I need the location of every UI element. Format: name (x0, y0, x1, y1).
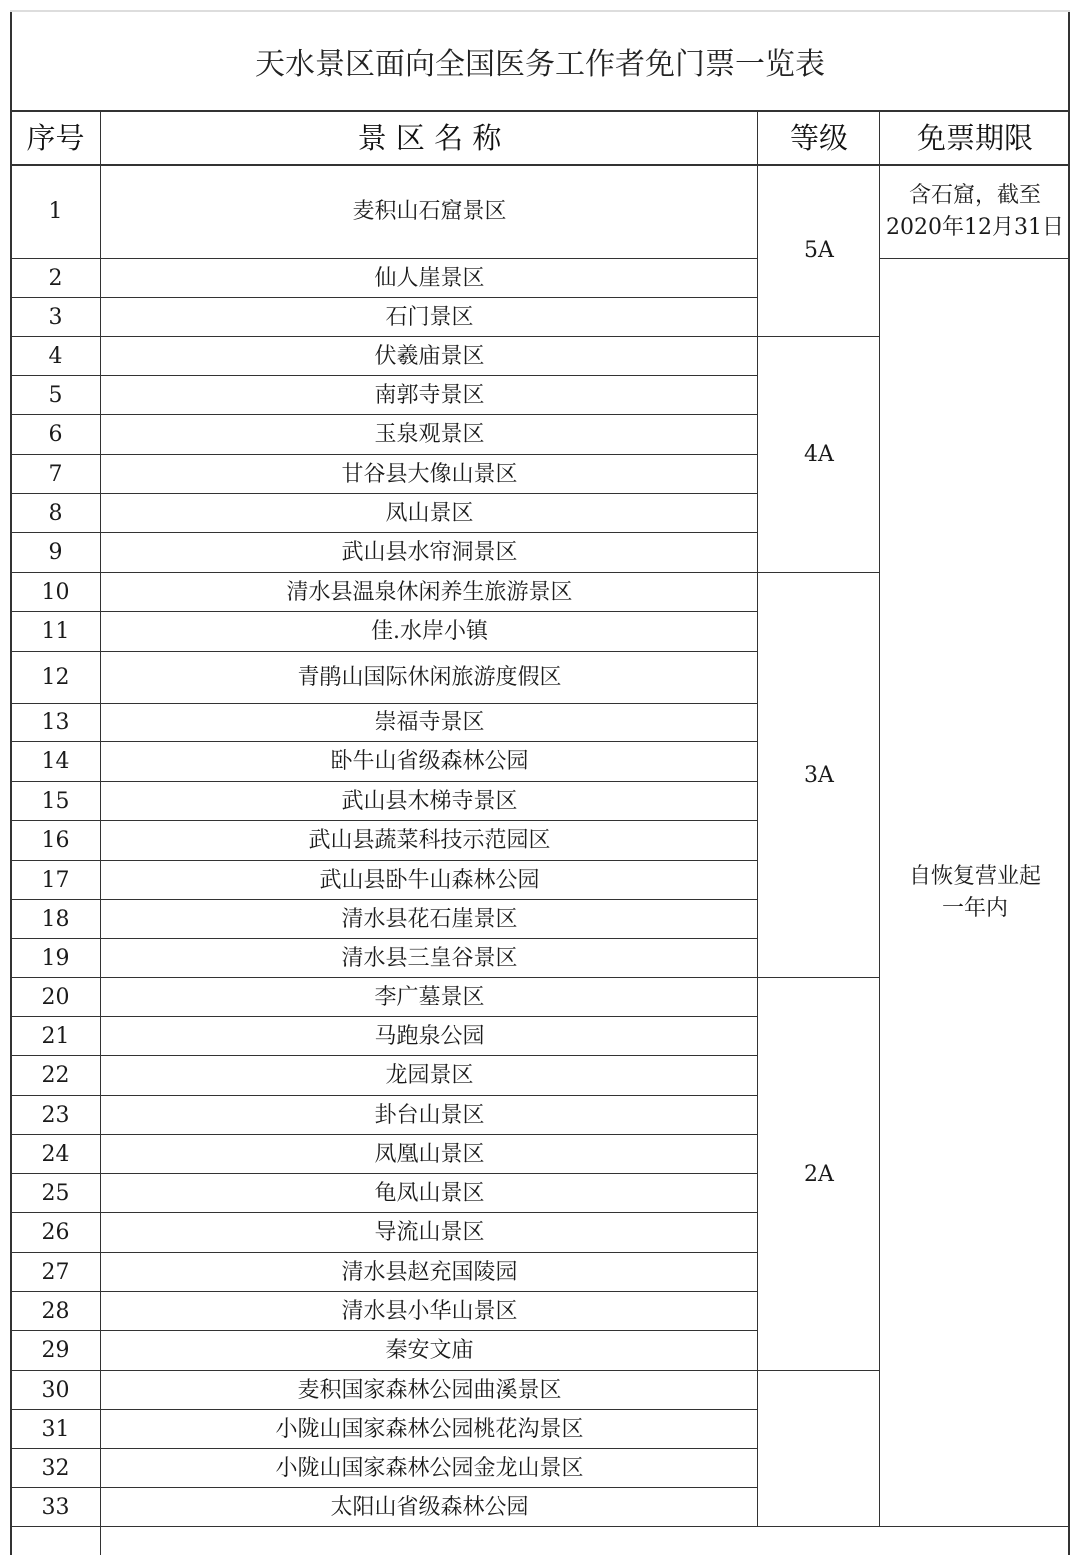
row-name: 佳.水岸小镇 (371, 619, 488, 645)
row-index: 14 (41, 749, 70, 775)
row-index: 4 (48, 343, 63, 369)
row-index: 9 (48, 540, 63, 566)
row-divider (10, 1016, 758, 1017)
row-divider (10, 1055, 758, 1056)
row-name: 伏羲庙景区 (374, 343, 485, 369)
row-index: 29 (41, 1338, 70, 1364)
row-name: 小陇山国家森林公园桃花沟景区 (275, 1416, 584, 1442)
column-divider (757, 111, 758, 1527)
row-index: 33 (41, 1494, 70, 1520)
grade-divider (758, 572, 880, 573)
grade-cell: 5A (804, 238, 834, 264)
period-cell: 含石窟，截至 2020年12月31日 (886, 183, 1064, 240)
row-index: 17 (41, 867, 70, 893)
row-index: 15 (41, 788, 70, 814)
row-index: 27 (41, 1259, 70, 1285)
grade-cell: 3A (804, 762, 834, 788)
row-index: 2 (48, 265, 63, 291)
period-divider (880, 258, 1070, 259)
row-index: 19 (41, 945, 70, 971)
row-divider (10, 336, 758, 337)
row-divider (10, 1330, 758, 1331)
row-index: 22 (41, 1063, 70, 1089)
grade-cell: 4A (804, 442, 834, 468)
header-index: 序号 (26, 120, 85, 155)
row-divider (10, 977, 758, 978)
row-index: 8 (48, 500, 63, 526)
row-name: 仙人崖景区 (374, 265, 485, 291)
row-name: 麦积山石窟景区 (352, 199, 507, 225)
row-name: 麦积国家森林公园曲溪景区 (297, 1377, 562, 1403)
row-name: 崇福寺景区 (374, 710, 485, 736)
row-divider (10, 572, 758, 573)
row-index: 30 (41, 1377, 70, 1403)
row-divider (10, 258, 758, 259)
row-divider (10, 781, 758, 782)
row-divider (10, 1409, 758, 1410)
row-name: 卦台山景区 (374, 1102, 485, 1128)
row-index: 25 (41, 1180, 70, 1206)
row-index: 12 (41, 665, 70, 691)
row-name: 清水县三皇谷景区 (341, 945, 518, 971)
grade-cell (758, 1371, 880, 1527)
header-bottom-border (10, 164, 1070, 166)
grade-divider (758, 977, 880, 978)
row-name: 清水县赵充国陵园 (341, 1259, 518, 1285)
period-cell: 自恢复营业起 一年内 (908, 864, 1041, 921)
row-name: 武山县水帘洞景区 (341, 540, 518, 566)
row-divider (10, 703, 758, 704)
row-divider (10, 1173, 758, 1174)
row-divider (10, 375, 758, 376)
row-name: 卧牛山省级森林公园 (330, 749, 529, 775)
row-name: 李广墓景区 (374, 984, 485, 1010)
row-divider (10, 493, 758, 494)
table-top-border (10, 110, 1070, 112)
row-name: 凤山景区 (385, 500, 474, 526)
row-divider (10, 532, 758, 533)
column-divider (879, 111, 880, 1527)
row-name: 清水县温泉休闲养生旅游景区 (286, 579, 573, 605)
row-index: 32 (41, 1455, 70, 1481)
row-divider (10, 1487, 758, 1488)
row-name: 太阳山省级森林公园 (330, 1494, 529, 1520)
row-name: 龟凤山景区 (374, 1180, 485, 1206)
row-name: 秦安文庙 (385, 1338, 474, 1364)
row-divider (10, 454, 758, 455)
document-title: 天水景区面向全国医务工作者免门票一览表 (10, 10, 1070, 110)
row-index: 7 (48, 461, 63, 487)
row-name: 小陇山国家森林公园金龙山景区 (275, 1455, 584, 1481)
row-divider (10, 1134, 758, 1135)
grade-cell: 2A (804, 1161, 834, 1187)
row-divider (10, 860, 758, 861)
row-index: 10 (41, 579, 70, 605)
row-index: 18 (41, 906, 70, 932)
column-divider (100, 111, 101, 1555)
row-index: 13 (41, 710, 70, 736)
row-index: 28 (41, 1298, 70, 1324)
row-divider (10, 611, 758, 612)
row-name: 清水县小华山景区 (341, 1298, 518, 1324)
row-index: 11 (41, 619, 70, 645)
row-divider (10, 741, 758, 742)
row-name: 马跑泉公园 (374, 1023, 485, 1049)
row-index: 5 (48, 382, 63, 408)
table-bottom-border (10, 1526, 1070, 1527)
row-index: 16 (41, 828, 70, 854)
row-name: 龙园景区 (385, 1063, 474, 1089)
row-divider (10, 1095, 758, 1096)
row-divider (10, 820, 758, 821)
row-index: 24 (41, 1141, 70, 1167)
row-name: 武山县木梯寺景区 (341, 788, 518, 814)
row-divider (10, 651, 758, 652)
header-period: 免票期限 (916, 120, 1033, 155)
row-divider (10, 938, 758, 939)
row-divider (10, 1291, 758, 1292)
row-index: 20 (41, 984, 70, 1010)
row-index: 3 (48, 304, 63, 330)
row-divider (10, 1448, 758, 1449)
row-index: 21 (41, 1023, 70, 1049)
row-name: 石门景区 (385, 304, 474, 330)
row-name: 清水县花石崖景区 (341, 906, 518, 932)
row-name: 甘谷县大像山景区 (341, 461, 518, 487)
row-divider (10, 1252, 758, 1253)
row-index: 26 (41, 1220, 70, 1246)
row-name: 导流山景区 (374, 1220, 485, 1246)
row-index: 23 (41, 1102, 70, 1128)
row-name: 青鹃山国际休闲旅游度假区 (297, 665, 562, 691)
row-index: 31 (41, 1416, 70, 1442)
row-divider (10, 1370, 758, 1371)
row-divider (10, 1212, 758, 1213)
row-name: 武山县蔬菜科技示范园区 (308, 828, 551, 854)
header-name: 景 区 名 称 (357, 120, 502, 155)
grade-divider (758, 336, 880, 337)
row-name: 玉泉观景区 (374, 422, 485, 448)
row-name: 南郭寺景区 (374, 382, 485, 408)
row-name: 凤凰山景区 (374, 1141, 485, 1167)
grade-divider (758, 1370, 880, 1371)
row-divider (10, 899, 758, 900)
header-grade: 等级 (789, 120, 848, 155)
row-divider (10, 414, 758, 415)
row-name: 武山县卧牛山森林公园 (319, 867, 540, 893)
row-index: 1 (48, 199, 63, 225)
row-divider (10, 297, 758, 298)
row-index: 6 (48, 422, 63, 448)
